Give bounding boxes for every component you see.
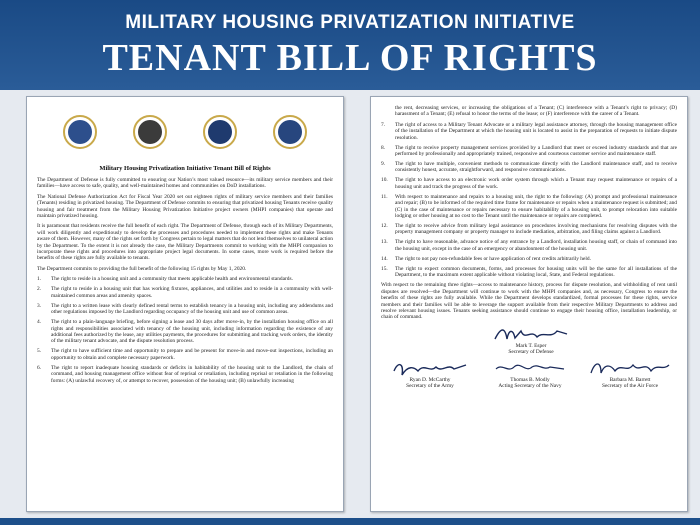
right-text: With respect to maintenance and repairs to a housing unit, the right to the following: (A) prompt and professional maintenance and repair; (B) to be informed of the required time frame for maintenance or repairs when a maintenance request is submitted; and (C) in the case of maintenance or repairs necessary to ensure habitability of a housing unit, to prompt relocation into suitable lodging or other housing at no cost to the Tenant until the maintenance or repairs are completed. [395, 193, 677, 220]
document-page-2 [370, 96, 688, 512]
right-number: 15. [381, 265, 388, 272]
right-number: 1. [37, 276, 42, 283]
right-number: 5. [37, 348, 42, 355]
right-text: The right to reside in a housing unit and a community that meets applicable health and environmental standards. [51, 276, 293, 283]
rights-list [37, 276, 333, 384]
right-text: The right to receive property management services provided by a Landlord that meet or exceed industry standards and that are performed by professionally and appropriately trained, responsive and courteous customer service and maintenance staff. [395, 144, 677, 158]
right-number: 3. [37, 302, 42, 309]
right-number: 11. [381, 193, 388, 200]
right-item [381, 256, 677, 262]
signature-scribble-icon [491, 325, 571, 343]
right-item [37, 286, 333, 299]
right-text: The right to report inadequate housing standards or deficits in habitability of the housing unit to the Landlord, the chain of command, and housing management office without fear of reprisal or retaliation, including reprisal or retaliation in the following forms: (A) unlawful recovery of, or attempt to recover, possession of the housing unit; (B) unlawfully increasing [51, 364, 333, 384]
right-number: 7. [381, 121, 386, 128]
right-text: The right to have reasonable, advance notice of any entrance by a Landlord, installation housing staff, or chain of command into the housing unit, except in the case of an emergency or abandonment of the housing unit. [395, 239, 677, 252]
document-page-1 [26, 96, 344, 512]
signature-modly [479, 359, 581, 389]
signer-title: Secretary of the Army [406, 382, 454, 389]
intro-paragraph: The Department of Defense is fully committed to ensuring our Nation’s most valued resource—its military service members and their families—have access to safe, quality, and well-maintained homes and communities on DoD installations. [37, 177, 333, 190]
signer-title: Secretary of the Air Force [602, 382, 658, 389]
right-text: The right to a plain-language briefing, before signing a lease and 30 days after move-in, by the installation housing office on all rights and responsibilities associated with tenancy of the housing unit, including information regarding the existence of any additional fees authorized by the lease, any utilities payments, the procedures for submitting and tracking work orders, the identity of the military tenant advocate, and the dispute resolution process. [51, 319, 333, 345]
signature-scribble-icon [490, 359, 570, 377]
seal-row [37, 97, 333, 151]
navy-seal-icon [203, 115, 237, 149]
right-item [381, 239, 677, 252]
right-text: The right to have sufficient time and opportunity to prepare and be present for move-in and move-out inspections, including an opportunity to obtain and complete necessary paperwork. [51, 348, 333, 361]
rights-list [381, 122, 677, 279]
header-banner [0, 0, 700, 90]
right-item [37, 276, 333, 282]
header-subtitle: MILITARY HOUSING PRIVATIZATION INITIATIVE [125, 12, 575, 33]
signature-scribble-icon [390, 359, 470, 377]
dod-seal-icon [63, 115, 97, 149]
intro-paragraph: The National Defense Authorization Act for Fiscal Year 2020 set out eighteen rights of military service members and their families (Tenants) residing in privatized housing. The Department of Defense commits to ensuring that privatized housing Tenants receive quality housing and fair treatment from the Military Housing Privatization Initiative project owners (MHPI companies) that operate and maintain privatized housing. [37, 193, 333, 220]
right-number: 2. [37, 286, 42, 293]
right-item [381, 145, 677, 158]
signature-mccarthy [381, 359, 479, 389]
right-number: 10. [381, 177, 388, 184]
intro-paragraph: It is paramount that residents receive the full benefit of each right. The Department of Defense, through each of its Military Departments, will work diligently and expeditiously to develop the processes and procedures needed to implement these rights and make Tenants aware of them. However, many of the rights set forth by Congress pertain to legal matters that do not lend themselves to unilateral action by the Department. To the extent it is not already the case, the Military Departments commit to working with the MHPI companion to incorporate these rights and procedures into appropriate project legal documents. In some cases, more work is required before the benefits of these rights are fully available to tenants. [37, 223, 333, 262]
right-text: The right to a written lease with clearly defined rental terms to establish tenancy in a housing unit, including any addendums and other regulations imposed by the Landlord regarding occupancy of the housing unit and use of common areas. [51, 302, 333, 316]
right-text: The right to expect common documents, forms, and processes for housing units will be the same for all installations of the Department, to the maximum extent applicable without violating local, State, and Federal regulations. [395, 265, 677, 279]
bottom-bar [0, 518, 700, 525]
right-item [381, 266, 677, 279]
signature-esper [481, 325, 581, 355]
signer-name: Mark T. Esper [515, 342, 547, 349]
header-title: TENANT BILL OF RIGHTS [102, 37, 598, 79]
signature-barrett [581, 359, 679, 389]
right-number: 13. [381, 239, 388, 246]
right-text: The right to receive advice from military legal assistance on procedures involving mechanisms for resolving disputes with the property management company or property manager to include mediation, arbitration, and filing claims against a Landlord. [395, 223, 677, 236]
right-item [381, 122, 677, 141]
continuation-text: the rent, decreasing services, or increasing the obligations of a Tenant; (C) interference with a Tenant’s right to privacy; (D) harassment of a Tenant; (E) refusal to honor the terms of the lease; or (F) interference with the career of a Tenant. [395, 105, 677, 118]
right-number: 9. [381, 161, 386, 168]
right-number: 14. [381, 255, 388, 262]
right-text: The right to have multiple, convenient methods to communicate directly with the Landlord maintenance staff, and to receive consistently honest, accurate, straightforward, and responsive communications. [395, 161, 677, 174]
right-item [381, 177, 677, 190]
right-text: The right of access to a Military Tenant Advocate or a military legal assistance attorney, through the housing management office of the installation of the Department at which the housing unit is located to assist in the preparation of requests to initiate dispute resolution. [395, 121, 677, 141]
signer-name: Thomas B. Modly [510, 376, 550, 383]
right-text: The right to not pay non-refundable fees or have application of rent credits arbitrarily held. [395, 255, 591, 262]
signer-title: Acting Secretary of the Navy [498, 382, 562, 389]
right-item [381, 223, 677, 236]
right-item [381, 161, 677, 174]
document-title: Military Housing Privatization Initiative Tenant Bill of Rights [99, 165, 271, 172]
signature-block [381, 325, 677, 415]
intro-paragraph: The Department commits to providing the full benefit of the following 15 rights by May 1, 2020. [37, 265, 247, 272]
signer-name: Barbara M. Barrett [609, 376, 651, 383]
right-item [37, 365, 333, 384]
signer-name: Ryan D. McCarthy [409, 376, 451, 383]
closing-paragraph: With respect to the remaining three rights—access to maintenance history, process for dispute resolution, and withholding of rent until disputes are resolved—the Department will continue to work with the MHPI companies and, as necessary, Congress to ensure the benefits of these rights are fully available. While the Department develops standardized, formal processes for these rights, service members and their families will be able to leverage the support available from their respective Military Departments to address and resolve relevant housing issues. Tenants seeking assistance should continue to engage their housing office, installation leadership, or chain of command. [381, 282, 677, 321]
right-number: 6. [37, 364, 42, 371]
air-force-seal-icon [273, 115, 307, 149]
right-item [37, 348, 333, 361]
signer-title: Secretary of Defense [508, 348, 554, 355]
right-number: 12. [381, 223, 388, 230]
right-text: The right to reside in a housing unit that has working fixtures, appliances, and utilities and to reside in a community with well-maintained common areas and amenity spaces. [51, 286, 333, 299]
right-item [37, 319, 333, 345]
army-seal-icon [133, 115, 167, 149]
signature-scribble-icon [587, 359, 673, 377]
right-item [37, 303, 333, 316]
right-text: The right to have access to an electronic work order system through which a Tenant may request maintenance or repairs of a housing unit and track the progress of the work. [395, 177, 677, 190]
right-number: 4. [37, 319, 42, 326]
right-number: 8. [381, 144, 386, 151]
right-item [381, 194, 677, 220]
